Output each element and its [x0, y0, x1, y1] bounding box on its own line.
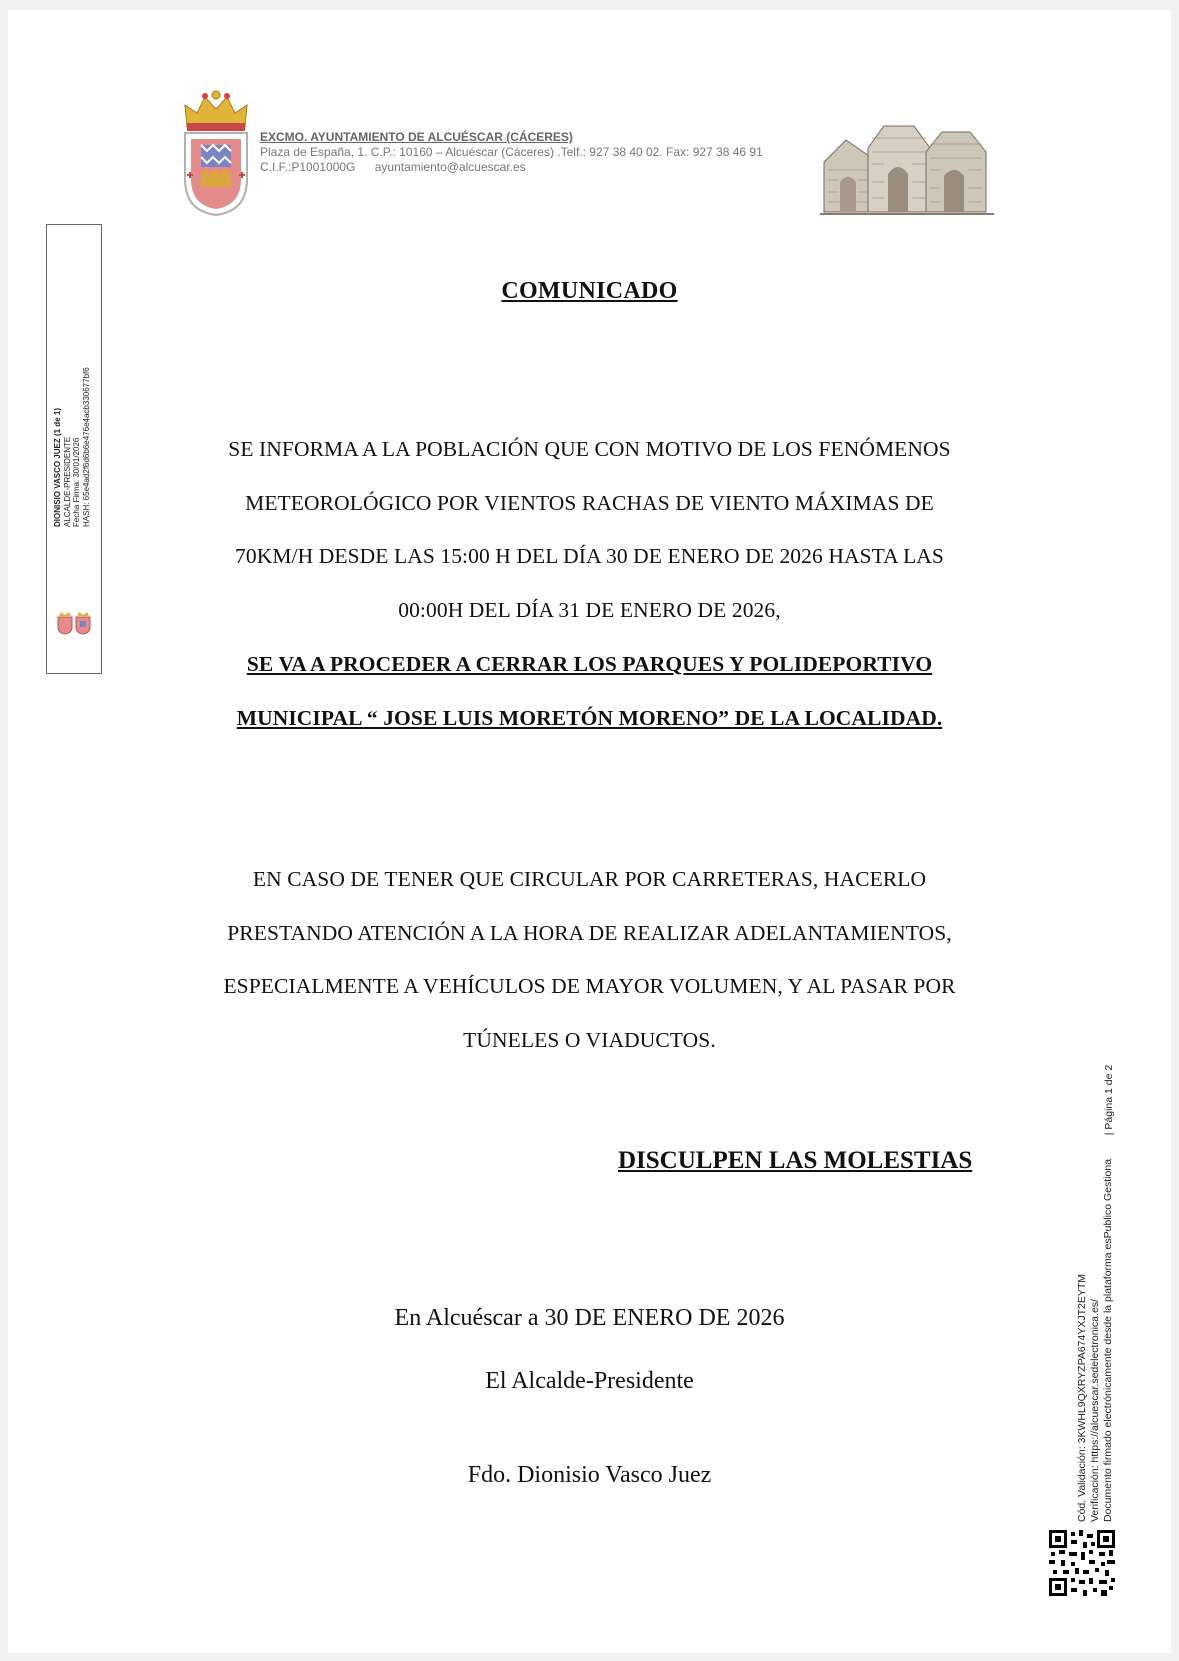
signer-role: El Alcalde-Presidente [485, 1368, 694, 1394]
apology-heading: DISCULPEN LAS MOLESTIAS [618, 1147, 973, 1174]
header-letterhead [260, 130, 820, 175]
document-page [8, 10, 1171, 1653]
paragraph1-line: 70KM/H DESDE LAS 15:00 H DEL DÍA 30 DE ENERO DE 2026 HASTA LAS [235, 544, 944, 568]
org-cif: C.I.F.:P1001000G [260, 160, 356, 174]
qr-code-icon[interactable] [1049, 1530, 1115, 1596]
church-illustration [818, 118, 996, 216]
paragraph1-line: SE INFORMA A LA POBLACIÓN QUE CON MOTIVO DE LOS FENÓMENOS [228, 437, 951, 461]
page-number-text: | Página 1 de 2 [1103, 1064, 1115, 1136]
verification-code: Cód. Validación: 3KWHL9QXRYZPA674YXJT2EYTM [1076, 1273, 1088, 1522]
org-name: EXCMO. AYUNTAMIENTO DE ALCUÉSCAR (CÁCERES) [260, 130, 573, 144]
signature-signer: DIONISIO VASCO JUEZ (1 de 1) [53, 408, 62, 527]
closure-notice-line: MUNICIPAL “ JOSE LUIS MORETÓN MORENO” DE LA LOCALIDAD. [236, 706, 943, 730]
verification-url[interactable]: Verificación: https://alcuescar.sedelectronica.es/ [1089, 1299, 1101, 1522]
paragraph2-line: EN CASO DE TENER QUE CIRCULAR POR CARRETERAS, HACERLO [252, 867, 927, 891]
closure-notice-line: SE VA A PROCEDER A CERRAR LOS PARQUES Y POLIDEPORTIVO [246, 652, 933, 676]
org-email: ayuntamiento@alcuescar.es [374, 160, 526, 174]
paragraph2-line: ESPECIALMENTE A VEHÍCULOS DE MAYOR VOLUMEN, Y AL PASAR POR [223, 974, 956, 998]
municipal-crest-icon [181, 87, 251, 217]
verification-note: Documento firmado electrónicamente desde la plataforma esPublico Gestiona [1102, 1158, 1114, 1522]
signature-role: ALCALDE-PRESIDENTE [62, 436, 72, 527]
signature-date: Fecha Firma: 30/01/2026 [72, 437, 81, 527]
org-address: Plaza de España, 1. C.P.: 10160 – Alcuéscar (Cáceres) .Telf.: 927 38 40 02. Fax: 927 38 46 91 [260, 145, 763, 159]
paragraph2-line: TÚNELES O VIADUCTOS. [463, 1028, 716, 1052]
signed-by: Fdo. Dionisio Vasco Juez [467, 1462, 712, 1488]
paragraph1-line: METEOROLÓGICO POR VIENTOS RACHAS DE VIENTO MÁXIMAS DE [245, 491, 934, 515]
page-title: COMUNICADO [501, 278, 678, 304]
place-date: En Alcuéscar a 30 DE ENERO DE 2026 [394, 1305, 785, 1331]
signature-hash: HASH: 65e4ad2f6d6b6e476e4acb330677bf6 [81, 367, 91, 527]
paragraph2-line: PRESTANDO ATENCIÓN A LA HORA DE REALIZAR ADELANTAMIENTOS, [227, 921, 952, 945]
paragraph1-line: 00:00H DEL DÍA 31 DE ENERO DE 2026, [398, 598, 781, 622]
